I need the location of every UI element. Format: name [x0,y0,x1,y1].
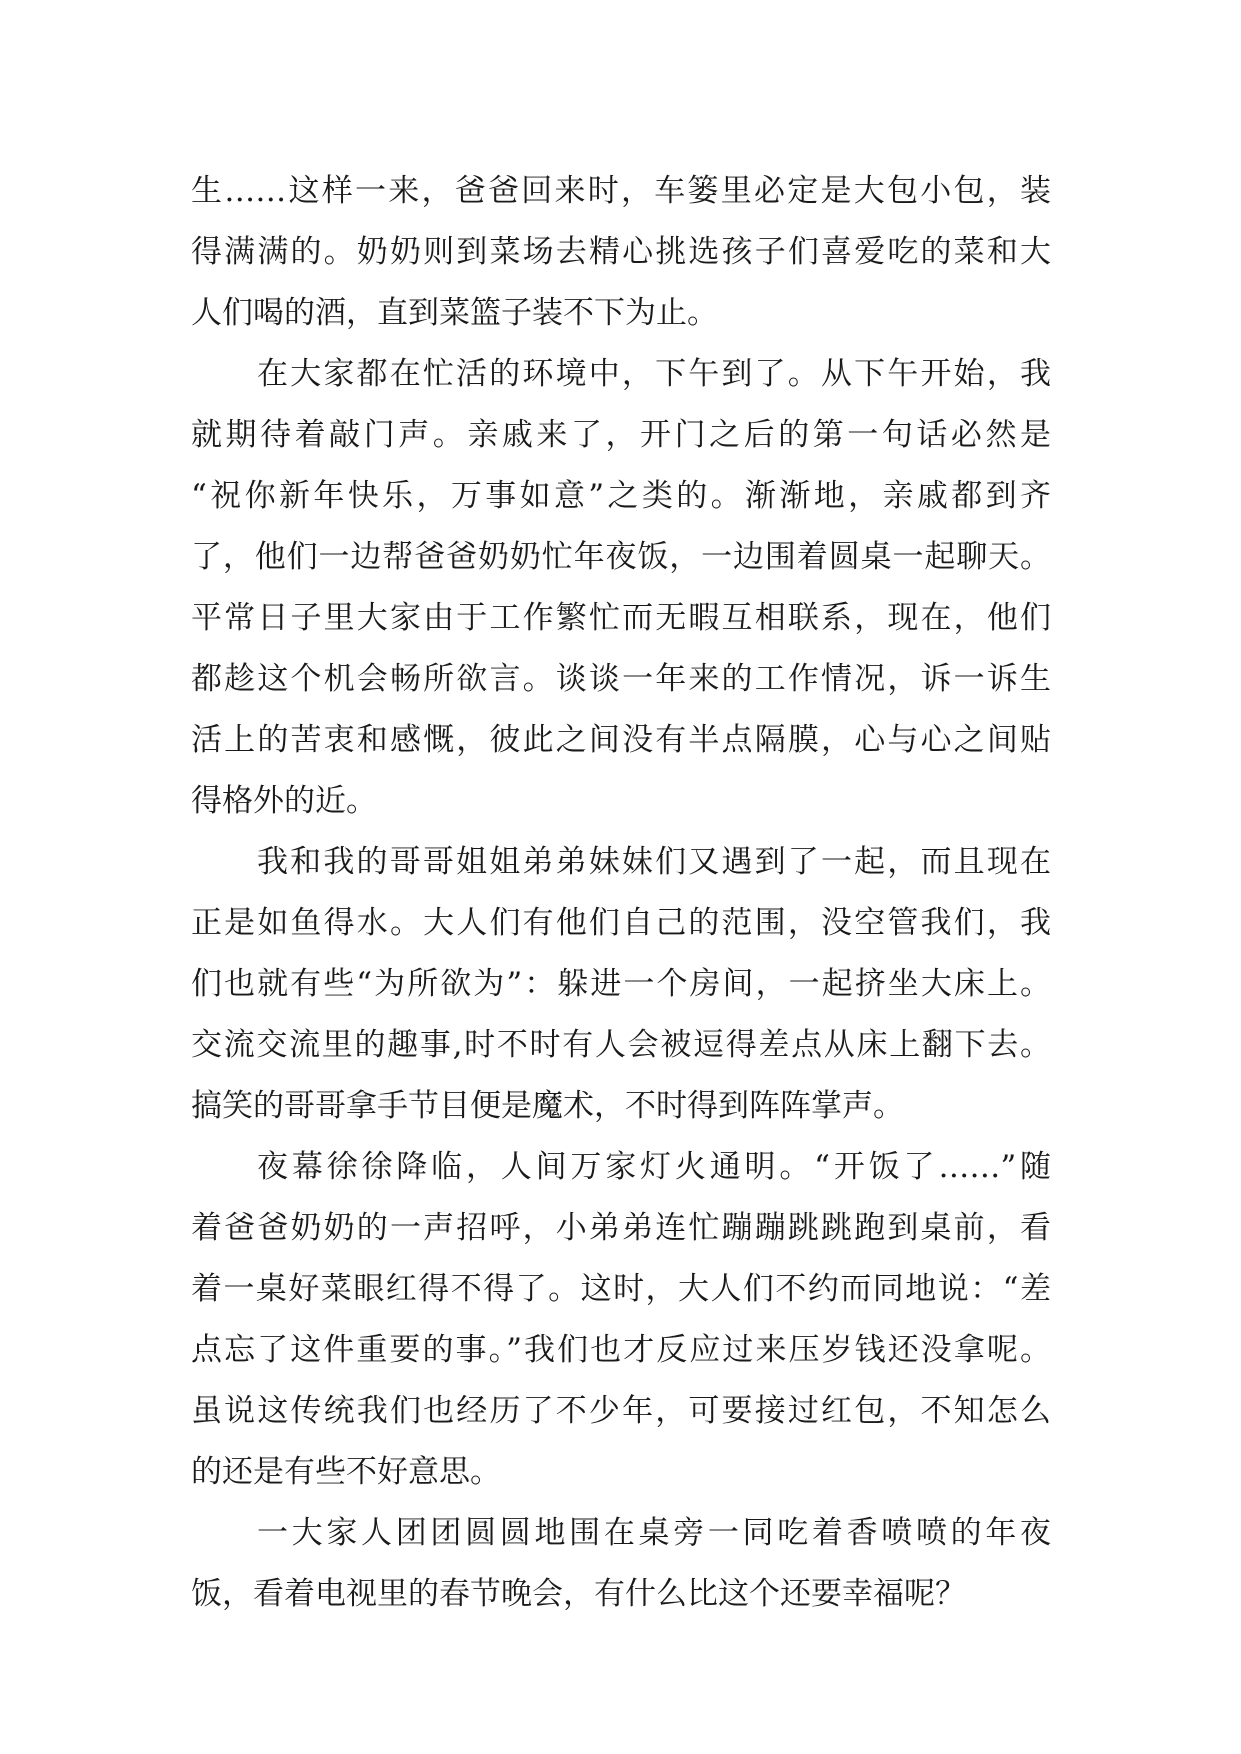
text-line: 正是如鱼得水。大人们有他们自己的范围，没空管我们，我 [191,905,1051,941]
text-line: 生……这样一来，爸爸回来时，车篓里必定是大包小包，装 [191,173,1051,209]
text-line: 虽说这传统我们也经历了不少年，可要接过红包，不知怎么 [191,1393,1051,1429]
paragraph-1 [191,161,1051,344]
paragraph-4 [191,1137,1051,1503]
text-line: 交流交流里的趣事,时不时有人会被逗得差点从床上翻下去。 [191,1027,1051,1063]
text-line: 饭，看着电视里的春节晚会，有什么比这个还要幸福呢？ [191,1576,966,1612]
text-line: 们也就有些“为所欲为”：躲进一个房间，一起挤坐大床上。 [191,966,1051,1002]
text-line: 一大家人团团圆圆地围在桌旁一同吃着香喷喷的年夜 [257,1515,1051,1551]
text-line: 平常日子里大家由于工作繁忙而无暇互相联系，现在，他们 [191,600,1051,636]
text-line: “祝你新年快乐，万事如意”之类的。渐渐地，亲戚都到齐 [191,478,1051,514]
text-line: 在大家都在忙活的环境中，下午到了。从下午开始，我 [257,356,1051,392]
text-line: 着爸爸奶奶的一声招呼，小弟弟连忙蹦蹦跳跳跑到桌前，看 [191,1210,1051,1246]
text-line: 的还是有些不好意思。 [191,1454,501,1490]
text-line: 搞笑的哥哥拿手节目便是魔术，不时得到阵阵掌声。 [191,1088,904,1124]
text-line: 都趁这个机会畅所欲言。谈谈一年来的工作情况，诉一诉生 [191,661,1051,697]
text-line: 我和我的哥哥姐姐弟弟妹妹们又遇到了一起，而且现在 [257,844,1051,880]
text-line: 着一桌好菜眼红得不得了。这时，大人们不约而同地说：“差 [191,1271,1051,1307]
text-line: 夜幕徐徐降临，人间万家灯火通明。“开饭了……”随 [257,1149,1051,1185]
text-line: 人们喝的酒，直到菜篮子装不下为止。 [191,295,718,331]
text-line: 得格外的近。 [191,783,377,819]
text-line: 活上的苦衷和感慨，彼此之间没有半点隔膜，心与心之间贴 [191,722,1051,758]
text-line: 得满满的。奶奶则到菜场去精心挑选孩子们喜爱吃的菜和大 [191,234,1051,270]
text-line: 点忘了这件重要的事。”我们也才反应过来压岁钱还没拿呢。 [191,1332,1051,1368]
document-body [191,161,1051,1625]
paragraph-3 [191,832,1051,1137]
text-line: 就期待着敲门声。亲戚来了，开门之后的第一句话必然是 [191,417,1051,453]
paragraph-2 [191,344,1051,832]
paragraph-5 [191,1503,1051,1625]
text-line: 了，他们一边帮爸爸奶奶忙年夜饭，一边围着圆桌一起聊天。 [191,539,1051,575]
